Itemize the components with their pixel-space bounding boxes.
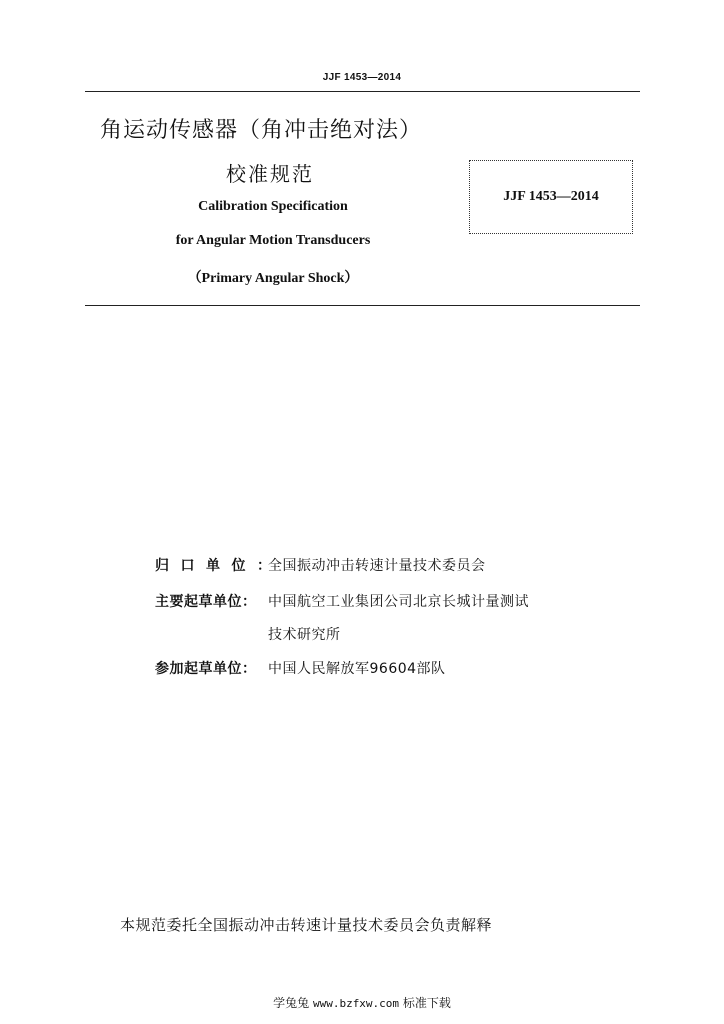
participating-unit-value: 中国人民解放军96604部队 xyxy=(268,661,446,677)
drafting-unit-label: 主要起草单位： xyxy=(155,594,257,610)
footer-suffix: 标准下载 xyxy=(402,996,451,1010)
participating-unit-label: 参加起草单位： xyxy=(155,661,257,677)
interpretation-note: 本规范委托全国振动冲击转速计量技术委员会负责解释 xyxy=(120,916,493,934)
title-chinese-sub: 校准规范 xyxy=(226,162,314,186)
standard-code-box-text: JJF 1453—2014 xyxy=(503,189,599,204)
responsible-unit-value: 全国振动冲击转速计量技术委员会 xyxy=(268,558,486,574)
footer-watermark xyxy=(0,994,724,1011)
drafting-unit-row xyxy=(155,591,529,611)
responsible-unit-label: 归口单位： xyxy=(155,558,283,574)
title-chinese-main: 角运动传感器（角冲击绝对法） xyxy=(100,118,423,143)
header-standard-code: JJF 1453—2014 xyxy=(322,72,402,83)
title-bottom-divider xyxy=(85,305,640,306)
top-divider xyxy=(85,91,640,92)
title-english-line2: for Angular Motion Transducers xyxy=(175,233,371,248)
responsible-unit-row xyxy=(155,555,486,575)
participating-unit-row xyxy=(155,658,446,678)
drafting-unit-value: 中国航空工业集团公司北京长城计量测试 xyxy=(268,594,529,610)
footer-prefix: 学兔兔 xyxy=(273,996,310,1010)
title-english-line1: Calibration Specification xyxy=(198,199,348,214)
title-english-line3: （Primary Angular Shock） xyxy=(187,271,359,286)
drafting-unit-value-continued: 技术研究所 xyxy=(268,627,341,643)
footer-url: www.bzfxw.com xyxy=(312,997,400,1010)
